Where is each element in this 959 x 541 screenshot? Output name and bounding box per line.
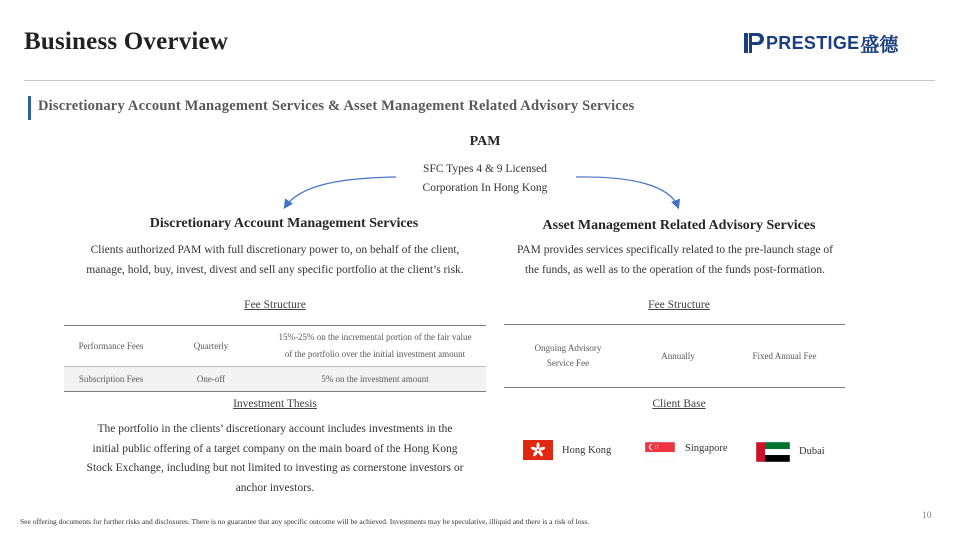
prestige-logo [744,31,898,55]
right-fee-table [504,324,845,388]
advisory-services-title: Asset Management Related Advisory Services [542,218,816,233]
description-line: manage, hold, buy, invest, divest and sell any specific portfolio at the client’s risk. [86,263,464,276]
fee-rate-line: 15%-25% on the incremental portion of the fair value [278,332,472,342]
fee-frequency-cell: Quarterly [193,341,229,351]
header-divider [24,80,935,81]
section-accent-bar [28,96,31,120]
fee-type-cell [504,325,632,388]
hong-kong-flag-icon [523,440,553,460]
client-base-heading: Client Base [652,398,706,410]
pam-name: PAM [469,134,501,149]
thesis-line: anchor investors. [235,481,315,494]
disclaimer-footnote: See offering documents for further risks and disclosures. There is no guarantee that any specific outcome will be achieved. Investments may be speculative, illiquid and there is a risk of loss. [20,517,590,526]
section-title: Discretionary Account Management Services & Asset Management Related Advisory Services [38,98,635,114]
fee-type-cell: Performance Fees [78,341,144,351]
fee-rate-line: of the portfolio over the initial investment amount [284,349,466,359]
description-line: Clients authorized PAM with full discretionary power to, on behalf of the client, [90,244,460,256]
pam-description-line: SFC Types 4 & 9 Licensed [423,163,547,175]
fee-rate-cell: 5% on the investment amount [264,367,486,392]
right-fee-structure-heading: Fee Structure [648,299,710,311]
singapore-flag-icon [645,442,675,462]
fee-type-cell: Subscription Fees [64,367,158,392]
left-curved-arrow-icon [270,170,590,215]
right-curved-arrow-icon [570,170,690,215]
client-hong-kong-label: Hong Kong [562,445,612,456]
client-singapore-label: Singapore [685,443,728,454]
thesis-line: initial public offering of a target company on the main board of the Hong Kong [92,442,458,455]
investment-thesis-text [64,420,486,498]
table-row [64,367,486,392]
description-line: PAM provides services specifically related to the pre-launch stage of [516,244,834,256]
left-fee-structure-heading: Fee Structure [244,299,306,311]
fee-frequency-cell: Annually [661,351,695,361]
logo-mark-icon [744,32,766,54]
table-row [504,325,845,388]
thesis-line: The portfolio in the clients’ discretionary account includes investments in the [97,423,453,435]
client-dubai-label: Dubai [799,446,825,457]
table-row [64,326,486,367]
logo-chinese: 盛德 [860,33,899,56]
pam-description-line: Corporation In Hong Kong [422,182,548,194]
page-title: Business Overview [24,28,229,55]
discretionary-services-title: Discretionary Account Management Services [149,216,419,231]
discretionary-services-description [54,241,496,280]
investment-thesis-heading: Investment Thesis [233,398,317,410]
fee-rate-cell [264,326,486,367]
fee-frequency-cell: One-off [158,367,264,392]
description-line: the funds, as well as to the operation of the funds post-formation. [525,263,825,276]
thesis-line: Stock Exchange, including but not limited to investing as cornerstone investors or [86,462,464,474]
fee-type-line: Service Fee [546,358,590,368]
page-number: 10 [922,511,932,521]
logo-wordmark: PRESTIGE [766,32,860,53]
fee-type-line: Ongoing Advisory [534,343,602,353]
fee-rate-cell: Fixed Annual Fee [752,351,817,361]
uae-flag-icon [756,442,790,462]
advisory-services-description [500,241,850,280]
left-fee-table [64,325,486,392]
